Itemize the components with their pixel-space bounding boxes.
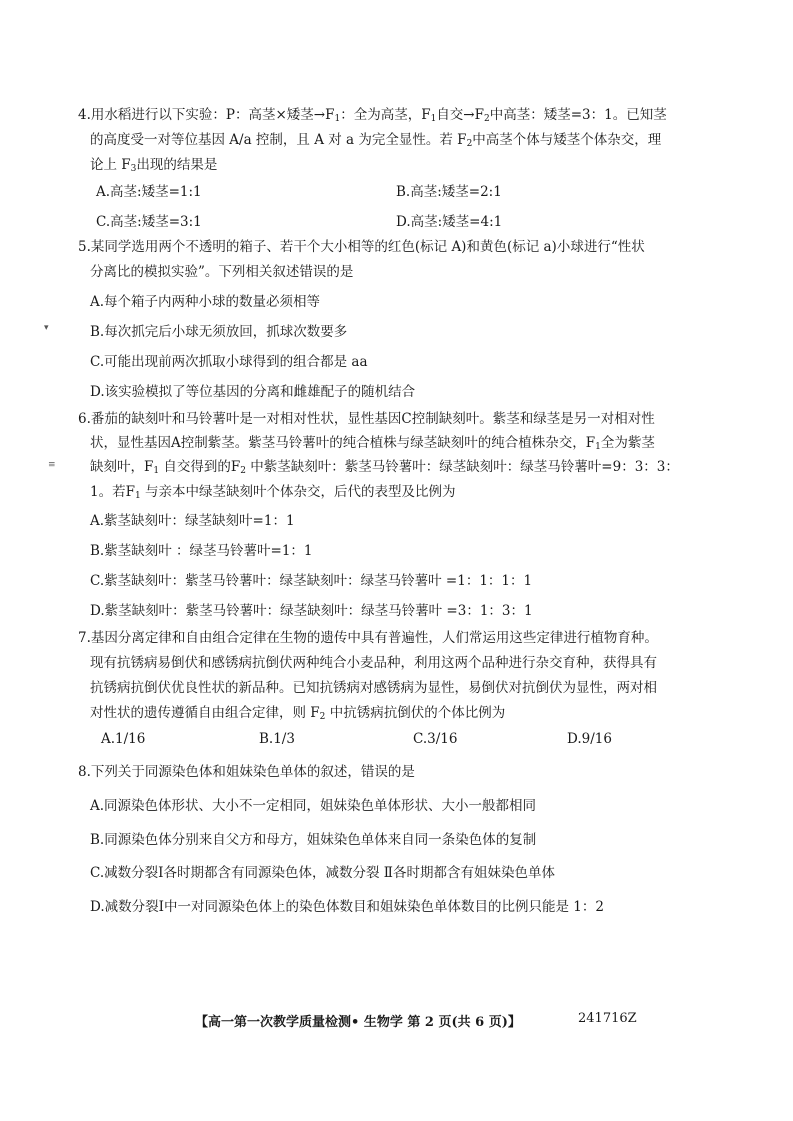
q6-stem-line-1: 6.番茄的缺刻叶和马铃薯叶是一对相对性状，显性基因C控制缺刻叶。紫茎和绿茎是另一对相对性: [78, 411, 655, 427]
q6-stem-line-4: 1。若$F_1$ 与亲本中绿茎缺刻叶个体杂交，后代的表型及比例为: [90, 484, 456, 501]
q5-option-a: A.每个箱子内两种小球的数量必须相等: [90, 294, 321, 310]
q8-option-a: A.同源染色体形状、大小不一定相同，姐妹染色单体形状、大小一般都相同: [90, 798, 537, 814]
q6-option-d: D.紫茎缺刻叶：紫茎马铃薯叶：绿茎缺刻叶：绿茎马铃薯叶 =3：1：3：1: [90, 603, 533, 619]
q7-stem-line-2: 现有抗锈病易倒伏和感锈病抗倒伏两种纯合小麦品种，利用这两个品种进行杂交育种，获得具有: [90, 655, 657, 671]
q4-stem-line-2: 的高度受一对等位基因 A/a 控制，且 A 对 a 为完全显性。若 $F_2$中高茎个体与矮茎个体杂交，理: [90, 132, 662, 149]
q5-stem-line-2: 分离比的模拟实验”。下列相关叙述错误的是: [90, 264, 354, 280]
q6-stem-line-2: 状，显性基因A控制紫茎。紫茎马铃薯叶的纯合植株与绿茎缺刻叶的纯合植株杂交，$F_1$全为紫茎: [90, 435, 655, 452]
margin-mark: ▾: [44, 323, 49, 333]
q5-option-c: C.可能出现前两次抓取小球得到的组合都是 aa: [90, 354, 368, 370]
q7-option-a: A.1/16: [101, 731, 146, 747]
q6-option-a: A.紫茎缺刻叶：绿茎缺刻叶=1：1: [90, 513, 295, 529]
q7-stem-line-1: 7.基因分离定律和自由组合定律在生物的遗传中具有普遍性，人们常运用这些定律进行植物育种。: [78, 630, 658, 646]
q5-stem-line-1: 5.某同学选用两个不透明的箱子、若干个大小相等的红色(标记 A)和黄色(标记 a)小球进行“性状: [78, 239, 645, 255]
q8-stem-line-1: 8.下列关于同源染色体和姐妹染色单体的叙述，错误的是: [78, 764, 415, 780]
q4-stem-line-3: 论上 $F_3$出现的结果是: [90, 157, 218, 174]
q6-stem-line-3: 缺刻叶，$F_1$ 自交得到的$F_2$ 中紫茎缺刻叶：紫茎马铃薯叶：绿茎缺刻叶：绿茎马铃薯叶=9：3：3：: [90, 459, 679, 476]
q7-option-d: D.9/16: [567, 731, 612, 747]
q5-option-d: D.该实验模拟了等位基因的分离和雌雄配子的随机结合: [90, 384, 416, 400]
q4-stem-line-1: 4.用水稻进行以下实验：P：高茎×矮茎$\to F_1$：全为高茎，$F_1$自交$\to F_2$中高茎：矮茎=3：1。已知茎: [78, 107, 667, 124]
q8-option-b: B.同源染色体分别来自父方和母方，姐妹染色单体来自同一条染色体的复制: [90, 832, 537, 848]
q4-option-b: B.高茎:矮茎=2:1: [396, 184, 502, 200]
q7-stem-line-4: 对性状的遗传遵循自由组合定律，则 $F_2$ 中抗锈病抗倒伏的个体比例为: [90, 705, 506, 722]
q7-option-b: B.1/3: [259, 731, 295, 747]
q8-option-d: D.减数分裂Ⅰ中一对同源染色体上的染色体数目和姐妹染色单体数目的比例只能是 1：2: [90, 899, 604, 915]
q5-option-b: B.每次抓完后小球无须放回，抓球次数要多: [90, 324, 348, 340]
margin-mark: ≡: [48, 460, 56, 470]
q6-option-c: C.紫茎缺刻叶：紫茎马铃薯叶：绿茎缺刻叶：绿茎马铃薯叶 =1：1：1：1: [90, 573, 533, 589]
q8-option-c: C.减数分裂Ⅰ各时期都含有同源染色体，减数分裂 Ⅱ各时期都含有姐妹染色单体: [90, 865, 555, 881]
q4-option-c: C.高茎:矮茎=3:1: [96, 214, 202, 230]
q7-stem-line-3: 抗锈病抗倒伏优良性状的新品种。已知抗锈病对感锈病为显性，易倒伏对抗倒伏为显性，两对相: [90, 680, 657, 696]
q4-option-a: A.高茎:矮茎=1:1: [96, 184, 202, 200]
q6-option-b: B.紫茎缺刻叶 ：绿茎马铃薯叶=1：1: [90, 543, 313, 559]
paper-code: 241716Z: [578, 1011, 637, 1026]
q7-option-c: C.3/16: [413, 731, 458, 747]
page-footer-title: 【高一第一次教学质量检测• 生物学 第 2 页(共 6 页)】: [195, 1015, 521, 1030]
q4-option-d: D.高茎:矮茎=4:1: [396, 214, 503, 230]
